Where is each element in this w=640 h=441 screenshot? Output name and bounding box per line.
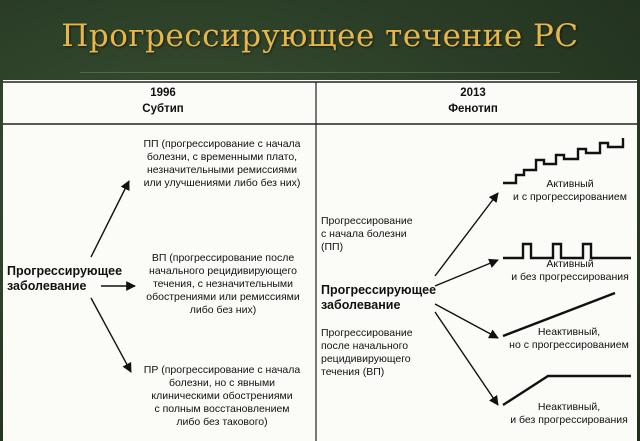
right-source-node: Прогрессирующее заболевание (321, 283, 437, 312)
diagram-panel (3, 80, 637, 441)
right-year: 2013 (460, 87, 486, 99)
slide-title: Прогрессирующее течение РС (61, 18, 579, 54)
subtype-pp: ПП (прогрессирование с начала болезни, с временными плато, незначительными ремиссиями или улучшениями либо без них) (143, 138, 301, 189)
phenotype-inactive-progressing: Неактивный, но с прогрессированием (509, 326, 629, 351)
phenotype-active-not-progressing: Активный и без прогрессирования (511, 258, 629, 283)
phenotype-inactive-not-progressing: Неактивный, и без прогрессирования (510, 401, 628, 426)
arrow-to-inactive-not-progressing (435, 312, 498, 405)
left-year: 1996 (150, 87, 176, 99)
curve-active-progressing (503, 138, 623, 183)
arrow-to-pr (91, 298, 131, 372)
subtype-pr: ПР (прогрессирование с начала болезни, но с явными клиническими обострениями с полным восстановлением либо без такового) (143, 364, 301, 428)
subtype-vp: ВП (прогрессирование после начального рецидивирующего течения, с незначительными обострениями или ремиссиями либо без них) (146, 252, 300, 316)
title-divider (80, 72, 560, 73)
arrow-to-pp (91, 181, 129, 257)
right-heading: Фенотип (448, 103, 498, 115)
curve-active-not-progressing (503, 244, 631, 258)
arrow-to-inactive-progressing (435, 304, 498, 338)
left-heading: Субтип (142, 103, 184, 115)
note-pp: Прогрессирование с начала болезни (ПП) (321, 215, 413, 253)
note-vp: Прогрессирование после начального рецидивирующего течения (ВП) (321, 327, 413, 378)
phenotype-active-progressing: Активный и с прогрессированием (513, 178, 627, 203)
left-source-node: Прогрессирующее заболевание (7, 264, 123, 293)
